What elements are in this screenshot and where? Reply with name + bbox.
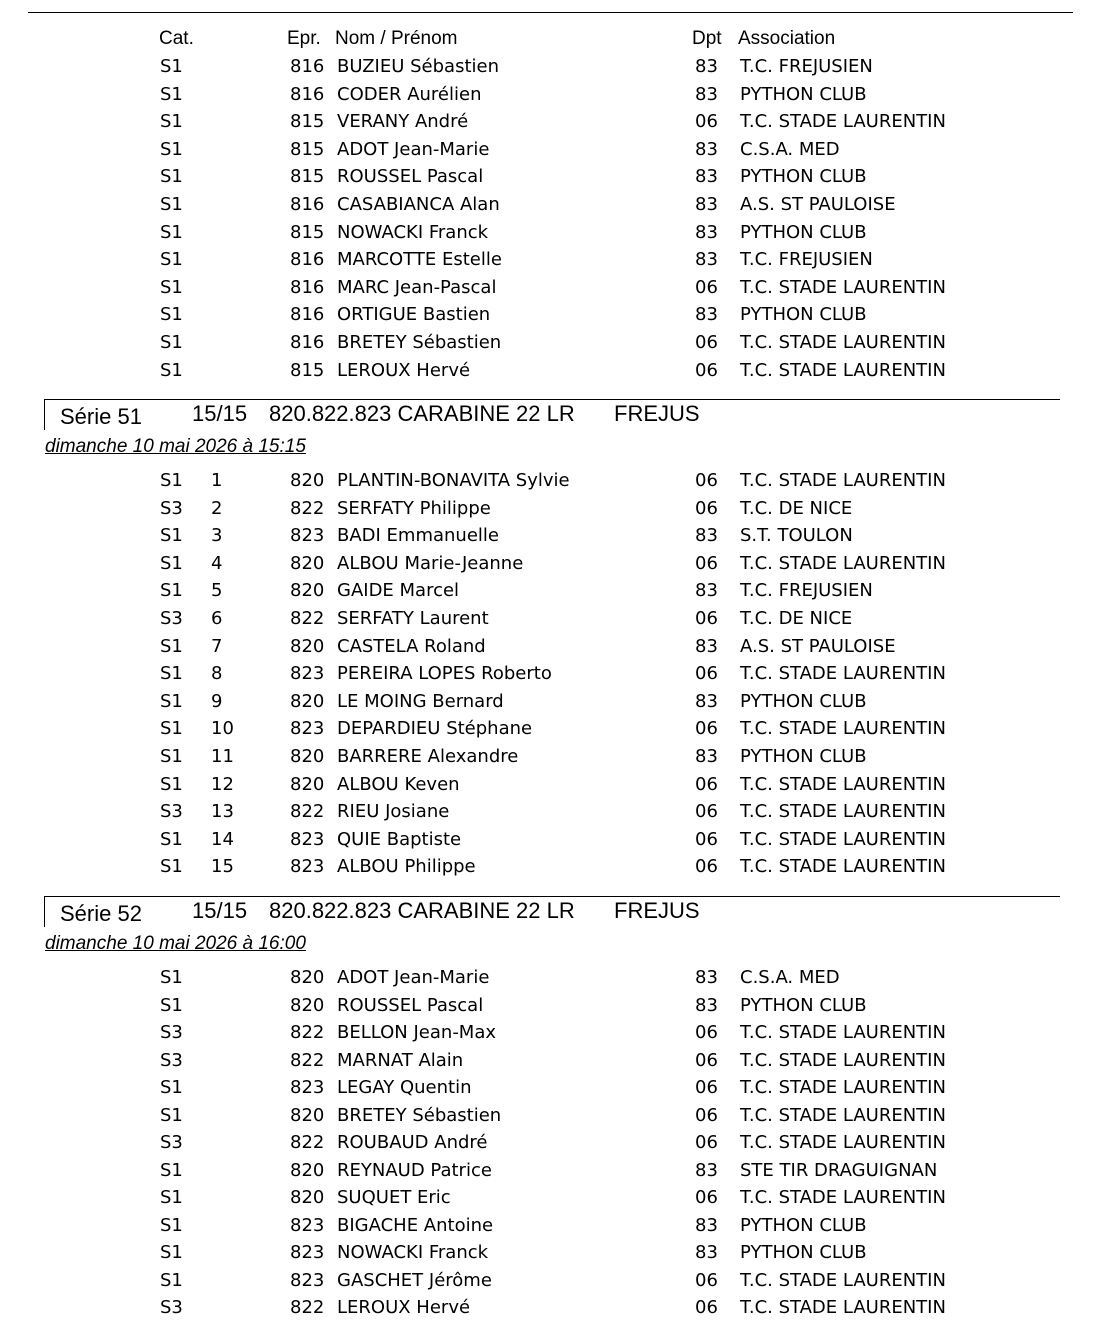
cell-assoc: T.C. STADE LAURENTIN: [740, 1049, 946, 1071]
cell-assoc: T.C. STADE LAURENTIN: [740, 663, 946, 685]
table-row: [0, 136, 1100, 163]
cell-name: ROUSSEL Pascal: [337, 166, 484, 188]
cell-name: BARRERE Alexandre: [337, 746, 519, 767]
table-row: [0, 522, 1100, 549]
table-row: [0, 467, 1100, 494]
cell-dpt: 06: [695, 332, 718, 353]
cell-name: REYNAUD Patrice: [337, 1159, 492, 1181]
cell-epr: 816: [290, 83, 325, 105]
table-row: [0, 191, 1100, 218]
cell-cat: S1: [160, 1104, 183, 1126]
cell-num: 3: [211, 525, 223, 547]
cell-name: BIGACHE Antoine: [337, 1214, 494, 1236]
cell-dpt: 06: [695, 1022, 718, 1043]
table-row: [0, 1019, 1100, 1046]
cell-cat: S3: [160, 608, 183, 629]
cell-dpt: 06: [695, 1132, 718, 1153]
serie-label: Série 52: [60, 901, 142, 926]
cell-assoc: PYTHON CLUB: [740, 166, 867, 188]
cell-epr: 820: [290, 580, 325, 602]
table-row: [0, 660, 1100, 687]
cell-epr: 823: [290, 828, 325, 850]
cell-dpt: 83: [695, 635, 718, 657]
table-row: [0, 1129, 1100, 1156]
cell-dpt: 83: [695, 690, 718, 712]
cell-name: NOWACKI Franck: [337, 221, 489, 243]
cell-epr: 822: [290, 1049, 325, 1071]
cell-assoc: PYTHON CLUB: [740, 221, 867, 243]
table-row: [0, 81, 1100, 108]
table-row: [0, 1294, 1100, 1321]
cell-assoc: T.C. STADE LAURENTIN: [740, 552, 946, 574]
cell-assoc: T.C. FREJUSIEN: [740, 249, 873, 271]
cell-epr: 816: [290, 304, 325, 326]
cell-cat: S1: [160, 111, 183, 133]
cell-assoc: T.C. DE NICE: [740, 497, 853, 519]
cell-cat: S1: [160, 552, 183, 574]
cell-epr: 823: [290, 856, 325, 878]
cell-assoc: T.C. FREJUSIEN: [740, 580, 873, 602]
cell-epr: 823: [290, 1214, 325, 1236]
table-row: [0, 1212, 1100, 1239]
cell-cat: S1: [160, 1159, 183, 1181]
serie-place: FREJUS: [614, 401, 700, 426]
cell-num: 4: [211, 552, 223, 574]
cell-dpt: 83: [695, 56, 718, 77]
cell-num: 12: [211, 773, 234, 795]
cell-epr: 815: [290, 221, 325, 243]
header-epr: Epr.: [287, 28, 321, 49]
cell-dpt: 83: [695, 967, 718, 988]
cell-epr: 820: [290, 470, 325, 491]
cell-dpt: 83: [695, 580, 718, 602]
cell-cat: S1: [160, 470, 183, 491]
cell-name: MARC Jean-Pascal: [337, 276, 497, 298]
table-row: [0, 743, 1100, 770]
table-row: [0, 53, 1100, 80]
cell-assoc: PYTHON CLUB: [740, 1214, 867, 1236]
cell-name: BRETEY Sébastien: [337, 332, 502, 353]
cell-assoc: T.C. STADE LAURENTIN: [740, 856, 946, 878]
cell-epr: 822: [290, 1022, 325, 1043]
cell-assoc: C.S.A. MED: [740, 967, 840, 988]
cell-epr: 823: [290, 1242, 325, 1263]
cell-assoc: T.C. STADE LAURENTIN: [740, 470, 946, 491]
cell-cat: S1: [160, 994, 183, 1016]
cell-epr: 820: [290, 1187, 325, 1208]
top-rule: [28, 12, 1073, 13]
cell-dpt: 83: [695, 221, 718, 243]
cell-epr: 822: [290, 1132, 325, 1153]
cell-dpt: 06: [695, 470, 718, 491]
cell-num: 7: [211, 635, 223, 657]
table-row: [0, 1047, 1100, 1074]
cell-dpt: 06: [695, 1049, 718, 1071]
header-cat: Cat.: [159, 28, 194, 49]
cell-epr: 816: [290, 56, 325, 77]
cell-epr: 822: [290, 497, 325, 519]
cell-name: LEGAY Quentin: [337, 1077, 472, 1098]
cell-name: ALBOU Philippe: [337, 856, 476, 878]
table-row: [0, 1184, 1100, 1211]
table-row: [0, 577, 1100, 604]
cell-assoc: PYTHON CLUB: [740, 994, 867, 1016]
cell-cat: S1: [160, 967, 183, 988]
serie-epreuve: 820.822.823 CARABINE 22 LR: [269, 898, 575, 923]
table-row: [0, 771, 1100, 798]
cell-epr: 820: [290, 552, 325, 574]
table-row: [0, 163, 1100, 190]
cell-epr: 820: [290, 967, 325, 988]
cell-dpt: 06: [695, 828, 718, 850]
cell-name: QUIE Baptiste: [337, 828, 462, 850]
cell-name: BELLON Jean-Max: [337, 1022, 497, 1043]
table-row: [0, 550, 1100, 577]
cell-dpt: 83: [695, 83, 718, 105]
cell-dpt: 83: [695, 194, 718, 215]
cell-dpt: 06: [695, 1269, 718, 1291]
cell-cat: S1: [160, 166, 183, 188]
cell-cat: S1: [160, 828, 183, 850]
serie-52-header: [44, 896, 1060, 927]
cell-epr: 820: [290, 690, 325, 712]
table-row: [0, 1074, 1100, 1101]
table-row: [0, 495, 1100, 522]
cell-name: CASABIANCA Alan: [337, 194, 500, 215]
cell-dpt: 06: [695, 359, 718, 381]
serie-51-header: [44, 399, 1060, 430]
cell-name: ORTIGUE Bastien: [337, 304, 491, 326]
cell-name: VERANY André: [337, 111, 469, 133]
cell-epr: 823: [290, 1077, 325, 1098]
cell-assoc: A.S. ST PAULOISE: [740, 194, 896, 215]
table-row: [0, 992, 1100, 1019]
cell-num: 8: [211, 663, 223, 685]
cell-cat: S1: [160, 663, 183, 685]
cell-epr: 823: [290, 1269, 325, 1291]
cell-num: 6: [211, 608, 223, 629]
cell-name: MARCOTTE Estelle: [337, 249, 502, 271]
cell-cat: S1: [160, 221, 183, 243]
cell-num: 5: [211, 580, 223, 602]
cell-assoc: PYTHON CLUB: [740, 83, 867, 105]
cell-assoc: T.C. DE NICE: [740, 608, 853, 629]
cell-dpt: 83: [695, 249, 718, 271]
table-row: [0, 715, 1100, 742]
cell-name: BRETEY Sébastien: [337, 1104, 502, 1126]
table-row: [0, 108, 1100, 135]
cell-num: 10: [211, 718, 234, 740]
cell-name: LEROUX Hervé: [337, 359, 471, 381]
cell-assoc: T.C. STADE LAURENTIN: [740, 773, 946, 795]
cell-assoc: T.C. STADE LAURENTIN: [740, 332, 946, 353]
cell-assoc: T.C. STADE LAURENTIN: [740, 801, 946, 823]
cell-dpt: 06: [695, 497, 718, 519]
cell-cat: S1: [160, 1214, 183, 1236]
cell-cat: S1: [160, 1242, 183, 1263]
cell-assoc: T.C. STADE LAURENTIN: [740, 1269, 946, 1291]
cell-epr: 820: [290, 746, 325, 767]
cell-cat: S1: [160, 249, 183, 271]
cell-num: 13: [211, 801, 234, 823]
cell-num: 9: [211, 690, 223, 712]
cell-cat: S1: [160, 276, 183, 298]
cell-dpt: 06: [695, 608, 718, 629]
cell-assoc: T.C. STADE LAURENTIN: [740, 1187, 946, 1208]
serie-51-date: dimanche 10 mai 2026 à 15:15: [45, 436, 306, 457]
cell-epr: 820: [290, 773, 325, 795]
cell-epr: 815: [290, 166, 325, 188]
cell-num: 11: [211, 746, 234, 767]
cell-assoc: T.C. STADE LAURENTIN: [740, 1022, 946, 1043]
cell-assoc: C.S.A. MED: [740, 138, 840, 160]
table-row: [0, 1102, 1100, 1129]
cell-epr: 815: [290, 111, 325, 133]
header-dpt: Dpt: [692, 28, 722, 49]
cell-cat: S1: [160, 746, 183, 767]
header-assoc: Association: [738, 28, 836, 49]
cell-cat: S1: [160, 359, 183, 381]
cell-cat: S3: [160, 1132, 183, 1153]
cell-epr: 816: [290, 276, 325, 298]
serie-label: Série 51: [60, 404, 142, 429]
cell-epr: 816: [290, 194, 325, 215]
cell-cat: S1: [160, 138, 183, 160]
cell-name: LEROUX Hervé: [337, 1297, 471, 1318]
cell-name: GASCHET Jérôme: [337, 1269, 492, 1291]
table-row: [0, 688, 1100, 715]
cell-name: MARNAT Alain: [337, 1049, 464, 1071]
cell-dpt: 83: [695, 1242, 718, 1263]
serie-count: 15/15: [192, 898, 248, 923]
serie-52-date: dimanche 10 mai 2026 à 16:00: [45, 933, 306, 954]
cell-name: ROUSSEL Pascal: [337, 994, 484, 1016]
cell-epr: 815: [290, 138, 325, 160]
cell-name: ROUBAUD André: [337, 1132, 488, 1153]
cell-epr: 822: [290, 1297, 325, 1318]
cell-assoc: S.T. TOULON: [740, 525, 853, 547]
cell-name: LE MOING Bernard: [337, 690, 504, 712]
serie-count: 15/15: [192, 401, 248, 426]
cell-epr: 820: [290, 1104, 325, 1126]
cell-cat: S3: [160, 801, 183, 823]
cell-epr: 823: [290, 663, 325, 685]
cell-assoc: PYTHON CLUB: [740, 1242, 867, 1263]
cell-assoc: T.C. STADE LAURENTIN: [740, 828, 946, 850]
cell-dpt: 83: [695, 166, 718, 188]
table-row: [0, 274, 1100, 301]
cell-dpt: 06: [695, 1187, 718, 1208]
cell-assoc: T.C. STADE LAURENTIN: [740, 1297, 946, 1318]
cell-cat: S3: [160, 1049, 183, 1071]
cell-cat: S1: [160, 580, 183, 602]
cell-name: SUQUET Eric: [337, 1187, 451, 1208]
table-row: [0, 798, 1100, 825]
cell-cat: S1: [160, 1269, 183, 1291]
cell-name: SERFATY Laurent: [337, 608, 489, 629]
cell-epr: 815: [290, 359, 325, 381]
cell-dpt: 83: [695, 138, 718, 160]
cell-assoc: STE TIR DRAGUIGNAN: [740, 1159, 938, 1181]
table-row: [0, 329, 1100, 356]
cell-cat: S1: [160, 690, 183, 712]
cell-name: RIEU Josiane: [337, 801, 450, 823]
cell-name: GAIDE Marcel: [337, 580, 460, 602]
cell-cat: S1: [160, 718, 183, 740]
cell-cat: S1: [160, 194, 183, 215]
cell-dpt: 06: [695, 1297, 718, 1318]
cell-dpt: 83: [695, 304, 718, 326]
table-row: [0, 605, 1100, 632]
cell-num: 1: [211, 470, 223, 491]
cell-cat: S1: [160, 332, 183, 353]
cell-assoc: PYTHON CLUB: [740, 304, 867, 326]
cell-name: CASTELA Roland: [337, 635, 486, 657]
serie-place: FREJUS: [614, 898, 700, 923]
header-name: Nom / Prénom: [335, 28, 458, 49]
cell-cat: S1: [160, 304, 183, 326]
cell-assoc: T.C. STADE LAURENTIN: [740, 1132, 946, 1153]
cell-name: ADOT Jean-Marie: [337, 138, 490, 160]
cell-dpt: 06: [695, 276, 718, 298]
cell-cat: S3: [160, 497, 183, 519]
cell-dpt: 06: [695, 1104, 718, 1126]
cell-cat: S1: [160, 773, 183, 795]
cell-epr: 823: [290, 525, 325, 547]
cell-num: 14: [211, 828, 234, 850]
table-row: [0, 826, 1100, 853]
table-row: [0, 246, 1100, 273]
table-row: [0, 964, 1100, 991]
table-row: [0, 1239, 1100, 1266]
cell-name: CODER Aurélien: [337, 83, 482, 105]
cell-cat: S1: [160, 83, 183, 105]
cell-dpt: 83: [695, 746, 718, 767]
cell-epr: 820: [290, 1159, 325, 1181]
cell-name: PLANTIN-BONAVITA Sylvie: [337, 470, 570, 491]
cell-name: SERFATY Philippe: [337, 497, 491, 519]
cell-num: 2: [211, 497, 223, 519]
cell-name: ALBOU Marie-Jeanne: [337, 552, 524, 574]
cell-num: 15: [211, 856, 234, 878]
cell-epr: 816: [290, 249, 325, 271]
table-row: [0, 1157, 1100, 1184]
cell-name: PEREIRA LOPES Roberto: [337, 663, 552, 685]
cell-epr: 822: [290, 801, 325, 823]
cell-assoc: T.C. STADE LAURENTIN: [740, 359, 946, 381]
cell-assoc: T.C. STADE LAURENTIN: [740, 1077, 946, 1098]
cell-assoc: T.C. STADE LAURENTIN: [740, 718, 946, 740]
serie-epreuve: 820.822.823 CARABINE 22 LR: [269, 401, 575, 426]
cell-assoc: PYTHON CLUB: [740, 746, 867, 767]
cell-assoc: T.C. STADE LAURENTIN: [740, 111, 946, 133]
cell-cat: S1: [160, 1187, 183, 1208]
cell-cat: S1: [160, 856, 183, 878]
cell-name: DEPARDIEU Stéphane: [337, 718, 533, 740]
cell-dpt: 83: [695, 1214, 718, 1236]
cell-name: BADI Emmanuelle: [337, 525, 499, 547]
cell-cat: S3: [160, 1297, 183, 1318]
cell-dpt: 06: [695, 552, 718, 574]
cell-assoc: T.C. STADE LAURENTIN: [740, 276, 946, 298]
cell-dpt: 06: [695, 856, 718, 878]
table-row: [0, 853, 1100, 880]
cell-dpt: 06: [695, 718, 718, 740]
cell-cat: S1: [160, 56, 183, 77]
table-row: [0, 633, 1100, 660]
cell-name: NOWACKI Franck: [337, 1242, 489, 1263]
cell-cat: S1: [160, 525, 183, 547]
table-row: [0, 301, 1100, 328]
cell-name: ALBOU Keven: [337, 773, 460, 795]
cell-epr: 820: [290, 994, 325, 1016]
table-row: [0, 357, 1100, 384]
cell-dpt: 83: [695, 994, 718, 1016]
cell-dpt: 06: [695, 801, 718, 823]
cell-epr: 823: [290, 718, 325, 740]
cell-dpt: 83: [695, 1159, 718, 1181]
cell-assoc: PYTHON CLUB: [740, 690, 867, 712]
cell-dpt: 06: [695, 1077, 718, 1098]
cell-epr: 820: [290, 635, 325, 657]
cell-name: ADOT Jean-Marie: [337, 967, 490, 988]
cell-dpt: 83: [695, 525, 718, 547]
cell-cat: S1: [160, 635, 183, 657]
table-row: [0, 219, 1100, 246]
cell-dpt: 06: [695, 111, 718, 133]
cell-name: BUZIEU Sébastien: [337, 56, 499, 77]
cell-assoc: T.C. STADE LAURENTIN: [740, 1104, 946, 1126]
cell-epr: 816: [290, 332, 325, 353]
cell-cat: S3: [160, 1022, 183, 1043]
cell-dpt: 06: [695, 773, 718, 795]
table-row: [0, 1267, 1100, 1294]
cell-assoc: A.S. ST PAULOISE: [740, 635, 896, 657]
cell-epr: 822: [290, 608, 325, 629]
cell-cat: S1: [160, 1077, 183, 1098]
cell-dpt: 06: [695, 663, 718, 685]
cell-assoc: T.C. FREJUSIEN: [740, 56, 873, 77]
